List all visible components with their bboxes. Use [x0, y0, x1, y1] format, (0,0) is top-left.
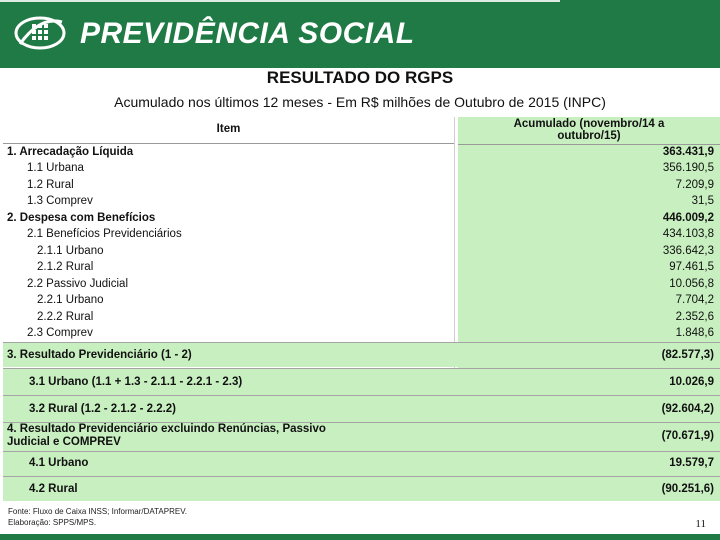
previdencia-logo-icon — [12, 14, 68, 52]
row-label: 4.2 Rural — [29, 483, 78, 495]
row-label: 3.2 Rural (1.2 - 2.1.2 - 2.2.2) — [29, 403, 177, 415]
row-value: (70.671,9) — [661, 430, 714, 442]
row-value: 7.704,2 — [675, 294, 714, 306]
page-subtitle: Acumulado nos últimos 12 meses - Em R$ milhões de Outubro de 2015 (INPC) — [114, 94, 606, 110]
row-label: 2.3 Comprev — [27, 327, 93, 339]
row-value: (92.604,2) — [661, 403, 714, 415]
separator — [3, 476, 720, 477]
row-label: 1.2 Rural — [27, 179, 74, 191]
separator — [3, 395, 720, 396]
row-label-line1: 4. Resultado Previdenciário excluindo Renúncias, Passivo — [7, 423, 326, 435]
row-value: 2.352,6 — [675, 311, 714, 323]
row-value: 31,5 — [691, 195, 714, 207]
row-value: 356.190,5 — [662, 162, 714, 174]
brand-name: PREVIDÊNCIA SOCIAL — [80, 17, 415, 50]
row-label: 1.3 Comprev — [27, 195, 93, 207]
row-label — [7, 423, 326, 449]
row-label: 3. Resultado Previdenciário (1 - 2) — [7, 349, 192, 361]
footer-bar — [0, 534, 720, 540]
row-label: 2.2.1 Urbano — [37, 294, 104, 306]
header-value-line2: outubro/15) — [557, 130, 621, 142]
row-label: 2. Despesa com Benefícios — [7, 212, 156, 224]
row-label: 2.1 Benefícios Previdenciários — [27, 228, 182, 240]
row-value: 446.009,2 — [662, 212, 714, 224]
row-label: 4.1 Urbano — [29, 457, 89, 469]
row-band-4-2 — [3, 477, 720, 501]
header-bar — [0, 0, 720, 68]
row-value: 7.209,9 — [675, 179, 714, 191]
header-value-line1: Acumulado (novembro/14 a — [513, 118, 665, 130]
row-value: 336.642,3 — [662, 245, 714, 257]
header-item: Item — [3, 117, 454, 144]
row-value: 19.579,7 — [669, 457, 714, 469]
row-label: 2.1.2 Rural — [37, 261, 94, 273]
separator — [3, 368, 720, 369]
row-value: 97.461,5 — [669, 261, 714, 273]
header-top-line — [0, 0, 560, 2]
row-label: 1. Arrecadação Líquida — [7, 146, 134, 158]
row-label: 2.2.2 Rural — [37, 311, 94, 323]
page-number: 11 — [695, 518, 706, 530]
row-value: 10.026,9 — [669, 376, 714, 388]
prepared-note: Elaboração: SPPS/MPS. — [8, 518, 97, 527]
separator — [3, 342, 720, 343]
source-note: Fonte: Fluxo de Caixa INSS; Informar/DATAPREV. — [8, 507, 188, 516]
row-label: 2.1.1 Urbano — [37, 245, 104, 257]
row-value: (90.251,6) — [661, 483, 714, 495]
row-label-line2: Judicial e COMPREV — [7, 436, 121, 448]
results-table — [3, 117, 720, 501]
separator — [3, 451, 720, 452]
row-value: 434.103,8 — [662, 228, 714, 240]
row-value: (82.577,3) — [661, 349, 714, 361]
row-label: 2.2 Passivo Judicial — [27, 278, 128, 290]
row-band-4-1 — [3, 452, 720, 476]
row-label: 1.1 Urbana — [27, 162, 84, 174]
header-value — [458, 117, 720, 145]
footer-notes — [8, 506, 187, 528]
row-value: 1.848,6 — [675, 327, 714, 339]
row-label: 3.1 Urbano (1.1 + 1.3 - 2.1.1 - 2.2.1 - 2.3) — [29, 376, 243, 388]
row-value: 10.056,8 — [669, 278, 714, 290]
row-value: 363.431,9 — [662, 146, 714, 158]
page-title: RESULTADO DO RGPS — [266, 68, 454, 87]
